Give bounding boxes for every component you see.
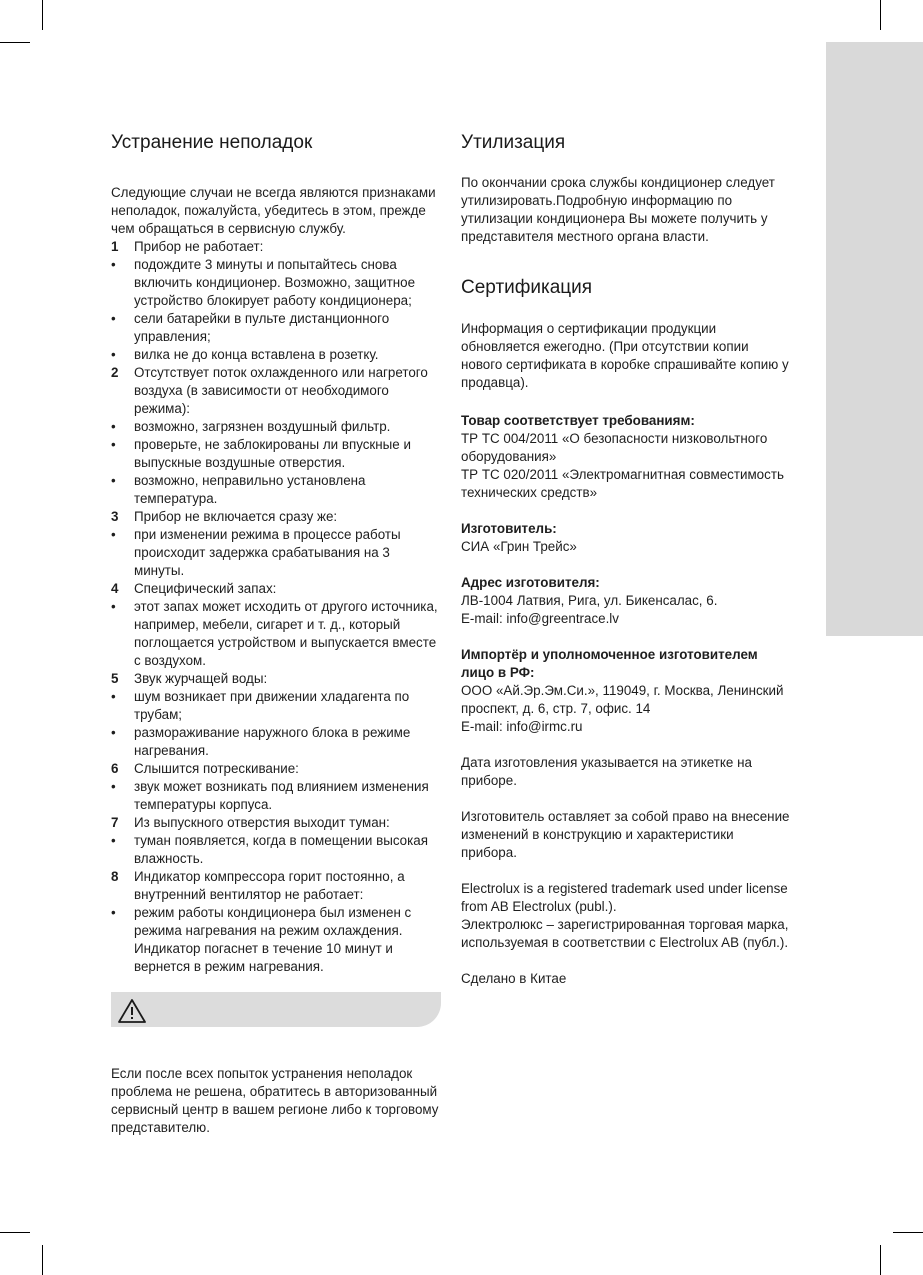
bullet-marker: • <box>111 473 116 488</box>
bullet-marker: • <box>111 833 116 848</box>
crop-mark <box>880 1245 881 1275</box>
importer-heading: Импортёр и уполномоченное изготовителем лицо в РФ: <box>461 647 758 680</box>
item-text: режим работы кондиционера был изменен с режима нагревания на режим охлаждения. Индикатор погаснет в течение 10 минут и вернется в режим нагревания. <box>134 905 412 974</box>
requirements-line-2: ТР ТС 020/2011 «Электромагнитная совместимость технических средств» <box>461 467 784 500</box>
item-text: сели батарейки в пульте дистанционного управления; <box>134 311 390 344</box>
item-text: шум возникает при движении хладагента по трубам; <box>134 689 410 722</box>
certification-title: Сертификация <box>461 277 593 298</box>
list-item-bullet <box>111 256 441 310</box>
list-item-bullet <box>111 832 441 868</box>
item-text: этот запах может исходить от другого источника, например, мебели, сигарет и т. д., который поглощается устройством и выпускается вместе с воздухом. <box>134 599 438 668</box>
importer-address: ООО «Ай.Эр.Эм.Си.», 119049, г. Москва, Ленинский проспект, д. 6, стр. 7, офис. 14 <box>461 683 784 716</box>
item-text: Индикатор компрессора горит постоянно, а внутренний вентилятор не работает: <box>134 869 405 902</box>
bullet-marker: • <box>111 779 116 794</box>
bullet-marker: • <box>111 689 116 704</box>
item-text: Специфический запах: <box>134 581 277 596</box>
item-text: Прибор не работает: <box>134 239 264 254</box>
manufacturer-heading: Изготовитель: <box>461 521 557 536</box>
item-number: 8 <box>111 869 119 884</box>
trademark-russian: Электролюкс – зарегистрированная торговая марка, используемая в соответствии с Electrolux AB (публ.). <box>461 917 789 950</box>
troubleshooting-list <box>111 238 441 976</box>
bullet-marker: • <box>111 599 116 614</box>
item-text: подождите 3 минуты и попытайтесь снова включить кондиционер. Возможно, защитное устройство блокирует работу кондиционера; <box>134 257 416 308</box>
bullet-marker: • <box>111 437 116 452</box>
item-text: возможно, неправильно установлена температура. <box>134 473 366 506</box>
warning-bar <box>111 992 441 1027</box>
manufacture-date-note: Дата изготовления указывается на этикетке на приборе. <box>461 755 752 788</box>
crop-mark <box>0 1232 30 1233</box>
item-number: 1 <box>111 239 119 254</box>
bullet-marker: • <box>111 905 116 920</box>
list-item-number <box>111 760 441 778</box>
info-column <box>461 131 791 988</box>
list-item-bullet <box>111 778 441 814</box>
item-text: Звук журчащей воды: <box>134 671 268 686</box>
bullet-marker: • <box>111 527 116 542</box>
crop-mark <box>42 0 43 30</box>
list-item-bullet <box>111 436 441 472</box>
list-item-bullet <box>111 688 441 724</box>
requirements-heading: Товар соответствует требованиям: <box>461 413 695 428</box>
item-text: Отсутствует поток охлажденного или нагретого воздуха (в зависимости от необходимого режима): <box>134 365 428 416</box>
troubleshooting-column <box>111 131 441 1137</box>
item-text: вилка не до конца вставлена в розетку. <box>134 347 379 362</box>
list-item-bullet <box>111 472 441 508</box>
list-item-bullet <box>111 310 441 346</box>
importer-email: E-mail: info@irmc.ru <box>461 719 583 734</box>
address-heading: Адрес изготовителя: <box>461 575 600 590</box>
disposal-text: По окончании срока службы кондиционер следует утилизировать.Подробную информацию по утилизации кондиционера Вы можете получить у представителя местного органа власти. <box>461 175 775 244</box>
item-text: проверьте, не заблокированы ли впускные и выпускные воздушные отверстия. <box>134 437 411 470</box>
country-of-origin: Сделано в Китае <box>461 971 567 986</box>
item-number: 3 <box>111 509 119 524</box>
list-item-number <box>111 868 441 904</box>
list-item-bullet <box>111 724 441 760</box>
list-item-number <box>111 580 441 598</box>
certification-text: Информация о сертификации продукции обновляется ежегодно. (При отсутствии копии нового сертификата в коробке спрашивайте копию у продавца). <box>461 321 789 390</box>
item-text: Из выпускного отверстия выходит туман: <box>134 815 390 830</box>
item-text: Прибор не включается сразу же: <box>134 509 338 524</box>
item-number: 5 <box>111 671 119 686</box>
item-number: 2 <box>111 365 119 380</box>
list-item-number <box>111 814 441 832</box>
list-item-number <box>111 670 441 688</box>
bullet-marker: • <box>111 347 116 362</box>
troubleshooting-intro: Следующие случаи не всегда являются признаками неполадок, пожалуйста, убедитесь в этом, прежде чем обращаться в сервисную службу. <box>111 185 436 236</box>
disposal-title: Утилизация <box>461 132 566 153</box>
item-text: Слышится потрескивание: <box>134 761 299 776</box>
item-text: туман появляется, когда в помещении высокая влажность. <box>134 833 428 866</box>
list-item-bullet <box>111 598 441 670</box>
address-email: E-mail: info@greentrace.lv <box>461 611 619 626</box>
list-item-bullet <box>111 904 441 976</box>
list-item-bullet <box>111 418 441 436</box>
crop-mark <box>893 1232 923 1233</box>
rights-note: Изготовитель оставляет за собой право на внесение изменений в конструкцию и характеристики прибора. <box>461 809 790 860</box>
troubleshooting-closing: Если после всех попыток устранения неполадок проблема не решена, обратитесь в авторизованный сервисный центр в вашем регионе либо к торговому представителю. <box>111 1066 439 1135</box>
item-text: звук может возникать под влиянием изменения температуры корпуса. <box>134 779 429 812</box>
list-item-number <box>111 364 441 418</box>
manufacturer-name: СИА «Грин Трейс» <box>461 539 577 554</box>
item-text: при изменении режима в процессе работы происходит задержка срабатывания на 3 минуты. <box>134 527 401 578</box>
crop-mark <box>42 1245 43 1275</box>
list-item-bullet <box>111 346 441 364</box>
list-item-number <box>111 238 441 256</box>
item-text: возможно, загрязнен воздушный фильтр. <box>134 419 391 434</box>
item-number: 6 <box>111 761 119 776</box>
bullet-marker: • <box>111 725 116 740</box>
list-item-number <box>111 508 441 526</box>
warning-triangle-icon <box>117 998 147 1024</box>
trademark-english: Electrolux is a registered trademark used under license from AB Electrolux (publ.). <box>461 881 788 914</box>
requirements-line-1: ТР ТС 004/2011 «О безопасности низковольтного оборудования» <box>461 431 768 464</box>
crop-mark <box>0 42 30 43</box>
bullet-marker: • <box>111 311 116 326</box>
bullet-marker: • <box>111 257 116 272</box>
troubleshooting-title: Устранение неполадок <box>111 132 313 153</box>
item-number: 7 <box>111 815 119 830</box>
bullet-marker: • <box>111 419 116 434</box>
list-item-bullet <box>111 526 441 580</box>
side-tab <box>826 42 923 636</box>
crop-mark <box>880 0 881 30</box>
address-line: ЛВ-1004 Латвия, Рига, ул. Бикенсалас, 6. <box>461 593 718 608</box>
item-text: размораживание наружного блока в режиме нагревания. <box>134 725 411 758</box>
item-number: 4 <box>111 581 119 596</box>
